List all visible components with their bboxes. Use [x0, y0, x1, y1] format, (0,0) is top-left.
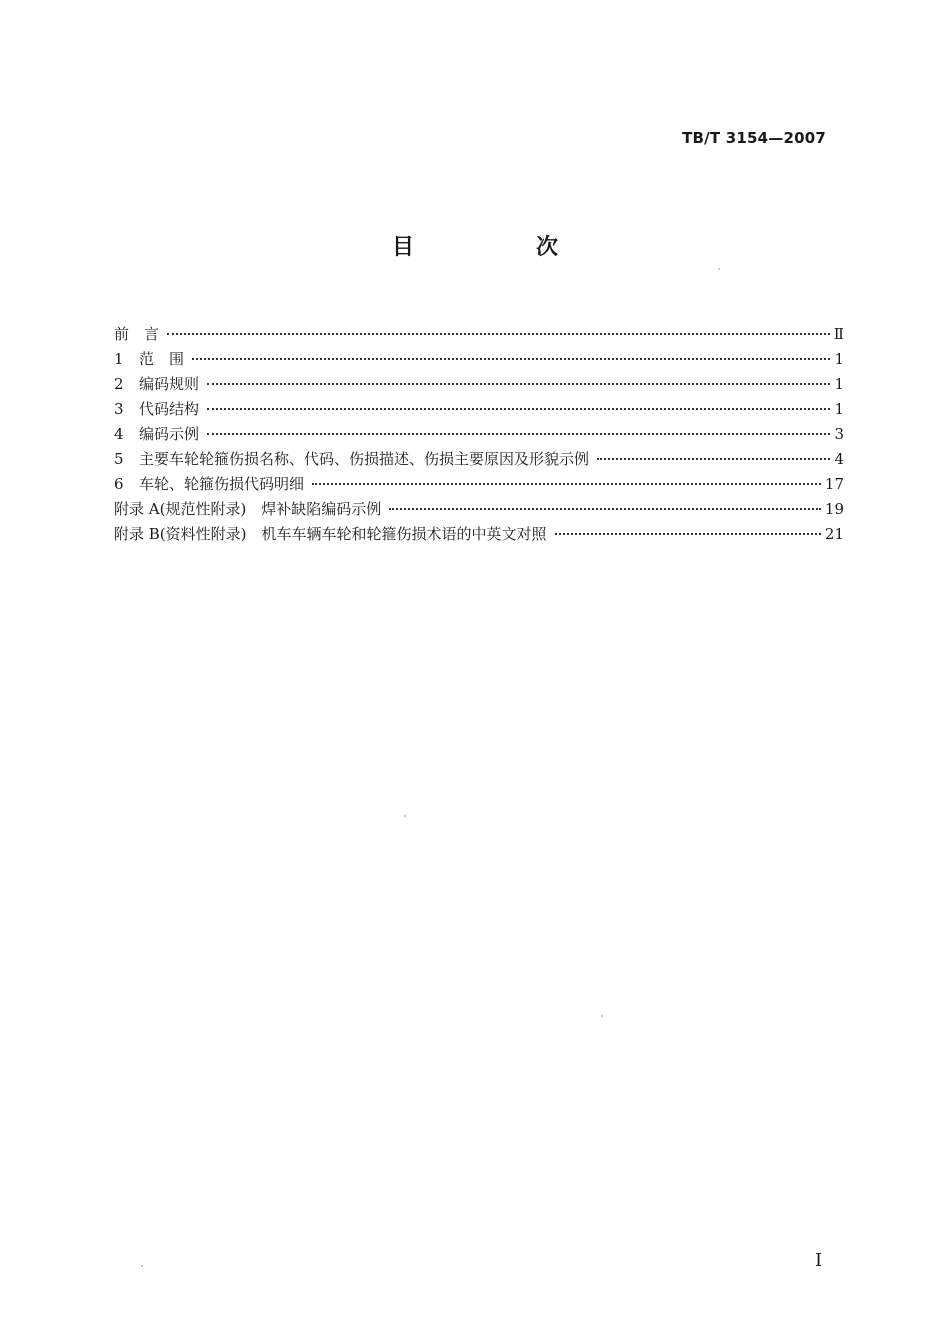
toc-entry-scope[interactable] [114, 347, 844, 372]
toc-page-number: 21 [824, 525, 844, 543]
toc-page-number: 1 [834, 350, 844, 368]
toc-entry-title [114, 397, 199, 422]
toc-page-number: Ⅱ [833, 325, 844, 343]
toc-entry-number: 1 [114, 350, 124, 368]
leader-dots [597, 458, 830, 460]
toc-entry-title [114, 347, 184, 372]
table-of-contents [114, 322, 844, 547]
leader-dots [207, 408, 830, 410]
page-title: 目 次 [391, 235, 608, 260]
toc-entry-label: 代码结构 [139, 400, 200, 418]
standard-code: TB/T 3154—2007 [682, 129, 826, 147]
toc-entry-label: 编码规则 [139, 375, 200, 393]
toc-entry-number: 4 [114, 425, 124, 443]
toc-entry-label: 附录 A(规范性附录) 焊补缺陷编码示例 [114, 500, 382, 518]
toc-entry-foreword[interactable] [114, 322, 844, 347]
leader-dots [192, 358, 830, 360]
toc-entry-coding-examples[interactable] [114, 422, 844, 447]
toc-entry-label: 主要车轮轮箍伤损名称、代码、伤损描述、伤损主要原因及形貌示例 [139, 450, 590, 468]
toc-page-number: 3 [834, 425, 844, 443]
toc-entry-appendix-a[interactable] [114, 497, 844, 522]
toc-entry-label: 附录 B(资料性附录) 机车车辆车轮和轮箍伤损术语的中英文对照 [114, 525, 547, 543]
toc-entry-code-structure[interactable] [114, 397, 844, 422]
leader-dots [167, 333, 830, 335]
toc-entry-number: 2 [114, 375, 124, 393]
toc-entry-number: 6 [114, 475, 124, 493]
page-number: I [815, 1250, 823, 1271]
toc-entry-title [114, 422, 199, 447]
toc-entry-title [114, 372, 199, 397]
scan-speck [404, 815, 406, 817]
leader-dots [312, 483, 821, 485]
toc-page-number: 4 [834, 450, 844, 468]
toc-entry-label: 车轮、轮箍伤损代码明细 [139, 475, 305, 493]
toc-entry-damage-code-details[interactable] [114, 472, 844, 497]
toc-entry-label: 前 言 [114, 325, 160, 343]
leader-dots [555, 533, 821, 535]
toc-entry-label: 范 围 [139, 350, 185, 368]
toc-entry-appendix-b[interactable] [114, 522, 844, 547]
toc-entry-number: 3 [114, 400, 124, 418]
leader-dots [207, 383, 830, 385]
leader-dots [207, 433, 830, 435]
leader-dots [389, 508, 821, 510]
toc-entry-coding-rules[interactable] [114, 372, 844, 397]
scan-speck [141, 1265, 143, 1267]
toc-page-number: 19 [824, 500, 844, 518]
toc-page-number: 17 [824, 475, 844, 493]
toc-entry-title [114, 472, 304, 497]
toc-page-number: 1 [834, 375, 844, 393]
toc-page-number: 1 [834, 400, 844, 418]
toc-entry-number: 5 [114, 450, 124, 468]
toc-entry-label: 编码示例 [139, 425, 200, 443]
scan-speck [601, 1015, 603, 1017]
toc-entry-title [114, 447, 589, 472]
scan-speck [718, 268, 720, 270]
toc-entry-main-damage[interactable] [114, 447, 844, 472]
